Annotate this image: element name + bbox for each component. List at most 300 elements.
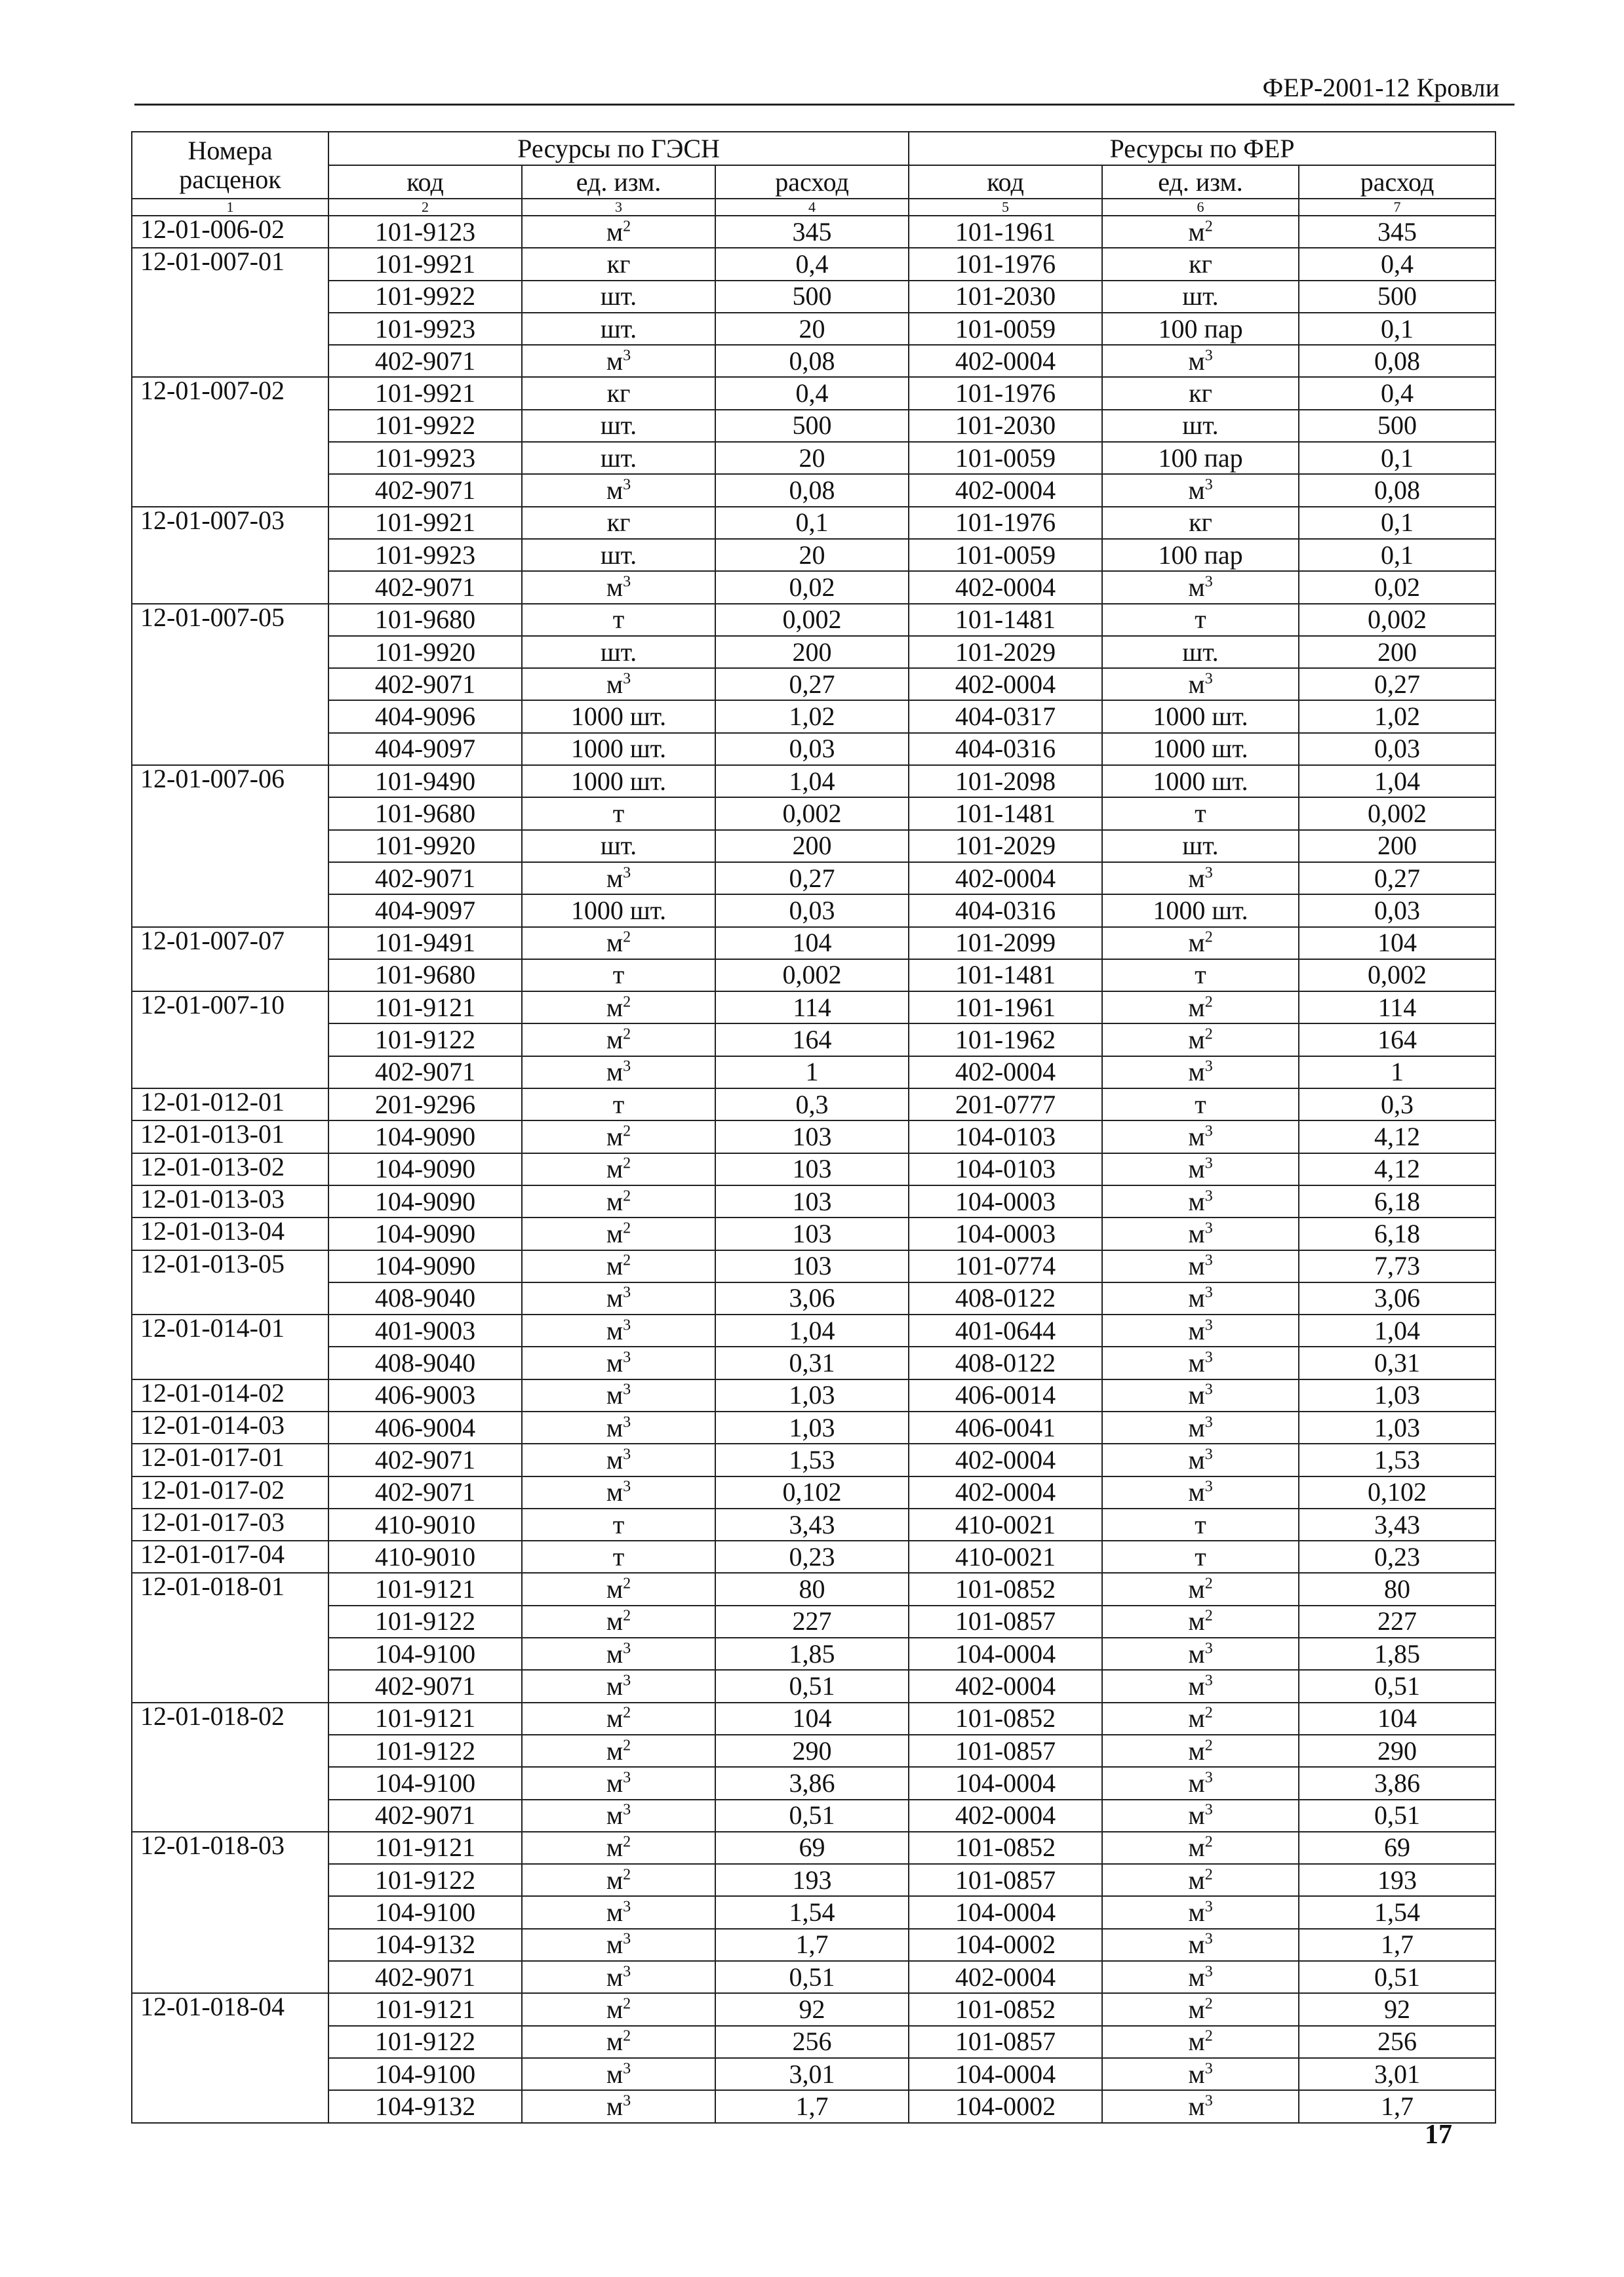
gesn-code-cell: 101-9122: [328, 1735, 522, 1767]
fer-code-cell: 201-0777: [909, 1088, 1102, 1120]
gesn-consumption-cell: 20: [715, 442, 909, 474]
gesn-unit-cell: $м^3$: [522, 1929, 715, 1961]
gesn-consumption-cell: 500: [715, 410, 909, 442]
table-row: [132, 1509, 1495, 1541]
column-number: 5: [909, 199, 1102, 216]
page-header-title: ФЕР-2001-12 Кровли: [1262, 73, 1499, 102]
fer-consumption-cell: 1,53: [1299, 1444, 1495, 1476]
fer-consumption-cell: 7,73: [1299, 1250, 1495, 1282]
fer-consumption-cell: 1: [1299, 1056, 1495, 1088]
rate-number-cell: 12-01-012-01: [132, 1088, 328, 1120]
fer-unit-cell: $м^2$: [1102, 216, 1299, 248]
fer-unit-cell: $м^3$: [1102, 1282, 1299, 1315]
fer-unit-cell: $м^2$: [1102, 1573, 1299, 1605]
gesn-consumption-cell: 0,102: [715, 1476, 909, 1509]
rate-number-cell: 12-01-017-04: [132, 1541, 328, 1573]
fer-consumption-cell: 0,4: [1299, 248, 1495, 280]
column-number: 1: [132, 199, 328, 216]
fer-code-cell: 404-0317: [909, 700, 1102, 732]
gesn-consumption-cell: 92: [715, 1993, 909, 2025]
rate-number-cell: 12-01-014-02: [132, 1379, 328, 1412]
fer-consumption-cell: 1,04: [1299, 1315, 1495, 1347]
gesn-code-cell: 101-9921: [328, 507, 522, 539]
table-row: [132, 1379, 1495, 1412]
fer-consumption-cell: 0,002: [1299, 797, 1495, 829]
fer-unit-cell: $м^3$: [1102, 1800, 1299, 1832]
gesn-unit-cell: $м^3$: [522, 1282, 715, 1315]
gesn-consumption-cell: 500: [715, 281, 909, 313]
gesn-code-cell: 408-9040: [328, 1282, 522, 1315]
gesn-code-cell: 404-9097: [328, 733, 522, 765]
gesn-consumption-cell: 1,7: [715, 2090, 909, 2122]
gesn-code-cell: 104-9132: [328, 2090, 522, 2122]
gesn-unit-cell: 1000 шт.: [522, 700, 715, 732]
gesn-unit-cell: кг: [522, 377, 715, 409]
fer-code-cell: 101-1961: [909, 991, 1102, 1023]
gesn-unit-cell: $м^3$: [522, 1444, 715, 1476]
gesn-unit-cell: $м^2$: [522, 1703, 715, 1735]
fer-consumption-cell: 200: [1299, 636, 1495, 668]
fer-unit-cell: т: [1102, 1541, 1299, 1573]
fer-unit-cell: 1000 шт.: [1102, 894, 1299, 926]
table-row: [132, 765, 1495, 797]
gesn-consumption-cell: 1: [715, 1056, 909, 1088]
fer-consumption-cell: 1,85: [1299, 1638, 1495, 1670]
fer-code-cell: 402-0004: [909, 571, 1102, 603]
gesn-unit-cell: $м^2$: [522, 1573, 715, 1605]
gesn-unit-cell: $м^2$: [522, 1120, 715, 1153]
gesn-consumption-cell: 1,02: [715, 700, 909, 732]
rate-number-cell: 12-01-014-01: [132, 1315, 328, 1379]
table-row: [132, 1185, 1495, 1218]
rate-number-cell: 12-01-018-03: [132, 1832, 328, 1993]
fer-consumption-cell: 0,1: [1299, 507, 1495, 539]
gesn-unit-cell: $м^2$: [522, 927, 715, 959]
gesn-consumption-cell: 0,27: [715, 862, 909, 894]
gesn-code-cell: 101-9923: [328, 442, 522, 474]
gesn-unit-cell: $м^2$: [522, 1735, 715, 1767]
table-row: [132, 345, 1495, 377]
fer-consumption-cell: 104: [1299, 1703, 1495, 1735]
fer-code-cell: 104-0004: [909, 1896, 1102, 1928]
rate-number-cell: 12-01-007-02: [132, 377, 328, 506]
gesn-code-cell: 104-9100: [328, 1767, 522, 1799]
gesn-code-cell: 401-9003: [328, 1315, 522, 1347]
table-row: [132, 1961, 1495, 1993]
table-row: [132, 507, 1495, 539]
fer-consumption-cell: 1,03: [1299, 1379, 1495, 1412]
table-row: [132, 927, 1495, 959]
gesn-unit-cell: т: [522, 1541, 715, 1573]
column-number: 3: [522, 199, 715, 216]
fer-code-cell: 101-0857: [909, 2026, 1102, 2058]
table-row: [132, 1250, 1495, 1282]
table-row: [132, 377, 1495, 409]
gesn-consumption-cell: 1,04: [715, 1315, 909, 1347]
gesn-unit-cell: $м^3$: [522, 1056, 715, 1088]
fer-consumption-cell: 256: [1299, 2026, 1495, 2058]
fer-unit-cell: $м^2$: [1102, 1832, 1299, 1864]
table-row: [132, 733, 1495, 765]
table-row: [132, 2058, 1495, 2090]
fer-consumption-cell: 0,3: [1299, 1088, 1495, 1120]
gesn-unit-cell: $м^3$: [522, 474, 715, 506]
fer-consumption-cell: 0,51: [1299, 1670, 1495, 1702]
gesn-unit-cell: $м^2$: [522, 1023, 715, 1056]
fer-consumption-cell: 0,1: [1299, 313, 1495, 345]
gesn-unit-cell: т: [522, 1088, 715, 1120]
fer-unit-cell: $м^3$: [1102, 1250, 1299, 1282]
gesn-consumption-cell: 290: [715, 1735, 909, 1767]
gesn-consumption-cell: 3,43: [715, 1509, 909, 1541]
fer-unit-cell: т: [1102, 1509, 1299, 1541]
gesn-unit-cell: $м^3$: [522, 1961, 715, 1993]
fer-unit-cell: кг: [1102, 507, 1299, 539]
fer-unit-cell: кг: [1102, 248, 1299, 280]
fer-consumption-cell: 0,1: [1299, 539, 1495, 571]
gesn-consumption-cell: 0,08: [715, 345, 909, 377]
fer-code-cell: 406-0014: [909, 1379, 1102, 1412]
gesn-consumption-cell: 103: [715, 1250, 909, 1282]
gesn-unit-cell: $м^3$: [522, 1767, 715, 1799]
gesn-unit-cell: $м^2$: [522, 1832, 715, 1864]
fer-unit-cell: 1000 шт.: [1102, 733, 1299, 765]
rate-number-cell: 12-01-017-02: [132, 1476, 328, 1509]
column-number: 6: [1102, 199, 1299, 216]
table-row: [132, 1896, 1495, 1928]
fer-unit-cell: $м^2$: [1102, 1993, 1299, 2025]
fer-unit-cell: т: [1102, 604, 1299, 636]
fer-code-header: код: [909, 165, 1102, 199]
gesn-code-cell: 101-9121: [328, 1703, 522, 1735]
gesn-unit-cell: т: [522, 1509, 715, 1541]
gesn-consumption-cell: 1,03: [715, 1412, 909, 1444]
gesn-consumption-cell: 3,01: [715, 2058, 909, 2090]
table-row: [132, 700, 1495, 732]
gesn-code-cell: 101-9921: [328, 248, 522, 280]
gesn-consumption-cell: 0,002: [715, 604, 909, 636]
gesn-code-cell: 406-9003: [328, 1379, 522, 1412]
gesn-consumption-cell: 103: [715, 1153, 909, 1185]
gesn-consumption-cell: 256: [715, 2026, 909, 2058]
gesn-consumption-cell: 103: [715, 1120, 909, 1153]
fer-unit-cell: $м^3$: [1102, 1056, 1299, 1088]
fer-consumption-cell: 164: [1299, 1023, 1495, 1056]
table-row: [132, 1864, 1495, 1896]
fer-code-cell: 402-0004: [909, 668, 1102, 700]
gesn-unit-cell: $м^3$: [522, 1896, 715, 1928]
fer-unit-cell: $м^3$: [1102, 1218, 1299, 1250]
gesn-consumption-cell: 104: [715, 927, 909, 959]
table-row: [132, 604, 1495, 636]
fer-consumption-cell: 3,06: [1299, 1282, 1495, 1315]
table-row: [132, 830, 1495, 862]
table-row: [132, 1347, 1495, 1379]
rate-number-cell: 12-01-017-03: [132, 1509, 328, 1541]
fer-consumption-cell: 290: [1299, 1735, 1495, 1767]
fer-unit-cell: $м^3$: [1102, 1896, 1299, 1928]
gesn-code-cell: 101-9122: [328, 2026, 522, 2058]
table-row: [132, 313, 1495, 345]
gesn-code-cell: 104-9090: [328, 1120, 522, 1153]
gesn-unit-cell: $м^3$: [522, 571, 715, 603]
fer-consumption-cell: 0,102: [1299, 1476, 1495, 1509]
gesn-code-cell: 402-9071: [328, 1800, 522, 1832]
fer-unit-cell: $м^2$: [1102, 1864, 1299, 1896]
gesn-code-cell: 402-9071: [328, 1056, 522, 1088]
gesn-code-cell: 101-9921: [328, 377, 522, 409]
gesn-code-cell: 104-9100: [328, 1896, 522, 1928]
gesn-code-cell: 101-9920: [328, 830, 522, 862]
fer-code-cell: 101-1976: [909, 248, 1102, 280]
table-row: [132, 1315, 1495, 1347]
fer-code-cell: 101-2030: [909, 281, 1102, 313]
gesn-code-cell: 104-9090: [328, 1218, 522, 1250]
fer-unit-cell: $м^3$: [1102, 1476, 1299, 1509]
gesn-unit-cell: $м^2$: [522, 1218, 715, 1250]
table-row: [132, 442, 1495, 474]
fer-unit-cell: $м^3$: [1102, 1638, 1299, 1670]
gesn-code-cell: 402-9071: [328, 1476, 522, 1509]
fer-code-cell: 101-1481: [909, 959, 1102, 991]
gesn-unit-cell: $м^3$: [522, 1670, 715, 1702]
fer-code-cell: 410-0021: [909, 1541, 1102, 1573]
fer-unit-cell: $м^3$: [1102, 862, 1299, 894]
gesn-consumption-cell: 345: [715, 216, 909, 248]
fer-code-cell: 104-0003: [909, 1185, 1102, 1218]
fer-code-cell: 101-0852: [909, 1573, 1102, 1605]
fer-unit-cell: $м^3$: [1102, 2058, 1299, 2090]
gesn-code-cell: 101-9490: [328, 765, 522, 797]
fer-code-cell: 402-0004: [909, 1961, 1102, 1993]
fer-consumption-cell: 6,18: [1299, 1218, 1495, 1250]
table-row: [132, 1638, 1495, 1670]
gesn-code-cell: 101-9122: [328, 1023, 522, 1056]
gesn-consumption-cell: 0,002: [715, 797, 909, 829]
column-number: 4: [715, 199, 909, 216]
table-row: [132, 2090, 1495, 2122]
gesn-consumption-cell: 80: [715, 1573, 909, 1605]
gesn-unit-cell: $м^2$: [522, 216, 715, 248]
gesn-code-cell: 104-9100: [328, 2058, 522, 2090]
table-row: [132, 1153, 1495, 1185]
gesn-code-cell: 101-9121: [328, 1993, 522, 2025]
gesn-consumption-cell: 3,86: [715, 1767, 909, 1799]
table-row: [132, 1120, 1495, 1153]
fer-unit-cell: $м^3$: [1102, 1185, 1299, 1218]
fer-unit-cell: $м^3$: [1102, 1120, 1299, 1153]
fer-unit-cell: $м^3$: [1102, 1347, 1299, 1379]
fer-unit-cell: $м^3$: [1102, 345, 1299, 377]
rate-number-header: Номера расценок: [132, 132, 328, 199]
gesn-consumption-cell: 0,51: [715, 1670, 909, 1702]
fer-unit-cell: шт.: [1102, 636, 1299, 668]
fer-consumption-cell: 345: [1299, 216, 1495, 248]
gesn-code-cell: 404-9097: [328, 894, 522, 926]
fer-consumption-cell: 104: [1299, 927, 1495, 959]
fer-consumption-cell: 4,12: [1299, 1120, 1495, 1153]
gesn-unit-cell: $м^2$: [522, 2026, 715, 2058]
gesn-consumption-cell: 20: [715, 313, 909, 345]
gesn-code-cell: 101-9121: [328, 1573, 522, 1605]
gesn-consumption-cell: 1,53: [715, 1444, 909, 1476]
fer-consumption-cell: 500: [1299, 281, 1495, 313]
gesn-unit-cell: шт.: [522, 442, 715, 474]
gesn-code-cell: 101-9680: [328, 797, 522, 829]
gesn-consumption-cell: 0,4: [715, 248, 909, 280]
gesn-code-cell: 201-9296: [328, 1088, 522, 1120]
fer-consumption-cell: 1,03: [1299, 1412, 1495, 1444]
rate-number-cell: 12-01-007-10: [132, 991, 328, 1088]
fer-consumption-cell: 1,7: [1299, 1929, 1495, 1961]
gesn-unit-cell: $м^2$: [522, 1864, 715, 1896]
gesn-unit-cell: $м^2$: [522, 1153, 715, 1185]
gesn-code-cell: 104-9090: [328, 1185, 522, 1218]
fer-code-cell: 402-0004: [909, 1800, 1102, 1832]
table-row: [132, 1476, 1495, 1509]
gesn-code-cell: 402-9071: [328, 1444, 522, 1476]
fer-unit-cell: $м^3$: [1102, 1929, 1299, 1961]
gesn-code-cell: 406-9004: [328, 1412, 522, 1444]
fer-unit-cell: $м^3$: [1102, 1315, 1299, 1347]
fer-unit-cell: шт.: [1102, 830, 1299, 862]
gesn-consumption-cell: 200: [715, 636, 909, 668]
fer-code-cell: 404-0316: [909, 894, 1102, 926]
fer-code-cell: 101-1481: [909, 797, 1102, 829]
fer-unit-cell: $м^2$: [1102, 2026, 1299, 2058]
fer-code-cell: 408-0122: [909, 1282, 1102, 1315]
gesn-consumption-cell: 0,51: [715, 1961, 909, 1993]
column-number: 7: [1299, 199, 1495, 216]
fer-consumption-cell: 0,51: [1299, 1961, 1495, 1993]
table-row: [132, 636, 1495, 668]
table-row: [132, 991, 1495, 1023]
fer-consumption-cell: 0,27: [1299, 862, 1495, 894]
gesn-code-cell: 101-9923: [328, 313, 522, 345]
fer-consumption-cell: 0,31: [1299, 1347, 1495, 1379]
gesn-consumption-cell: 164: [715, 1023, 909, 1056]
fer-code-cell: 408-0122: [909, 1347, 1102, 1379]
gesn-code-cell: 101-9680: [328, 604, 522, 636]
fer-consumption-cell: 4,12: [1299, 1153, 1495, 1185]
gesn-consumption-cell: 0,3: [715, 1088, 909, 1120]
gesn-code-cell: 101-9922: [328, 410, 522, 442]
gesn-code-cell: 408-9040: [328, 1347, 522, 1379]
fer-code-cell: 101-1961: [909, 216, 1102, 248]
gesn-code-cell: 101-9123: [328, 216, 522, 248]
table-row: [132, 248, 1495, 280]
gesn-unit-cell: $м^3$: [522, 1476, 715, 1509]
table-row: [132, 216, 1495, 248]
table-row: [132, 2026, 1495, 2058]
gesn-unit-cell: $м^2$: [522, 1606, 715, 1638]
fer-consumption-cell: 193: [1299, 1864, 1495, 1896]
gesn-unit-cell: $м^3$: [522, 345, 715, 377]
gesn-consumption-cell: 0,4: [715, 377, 909, 409]
gesn-consumption-cell: 0,31: [715, 1347, 909, 1379]
rate-number-cell: 12-01-013-03: [132, 1185, 328, 1218]
fer-consumption-cell: 200: [1299, 830, 1495, 862]
gesn-consumption-cell: 193: [715, 1864, 909, 1896]
gesn-code-cell: 402-9071: [328, 862, 522, 894]
rate-number-cell: 12-01-006-02: [132, 216, 328, 248]
gesn-consumption-cell: 0,51: [715, 1800, 909, 1832]
table-row: [132, 668, 1495, 700]
gesn-consumption-cell: 0,03: [715, 894, 909, 926]
table-row: [132, 1832, 1495, 1864]
gesn-unit-cell: шт.: [522, 410, 715, 442]
gesn-code-cell: 101-9121: [328, 1832, 522, 1864]
fer-code-cell: 104-0103: [909, 1153, 1102, 1185]
fer-code-cell: 101-1976: [909, 377, 1102, 409]
fer-code-cell: 101-1976: [909, 507, 1102, 539]
fer-code-cell: 402-0004: [909, 1444, 1102, 1476]
fer-code-cell: 104-0002: [909, 2090, 1102, 2122]
table-row: [132, 1282, 1495, 1315]
fer-unit-cell: т: [1102, 959, 1299, 991]
gesn-unit-header: ед. изм.: [522, 165, 715, 199]
table-row: [132, 474, 1495, 506]
fer-code-cell: 104-0003: [909, 1218, 1102, 1250]
fer-code-cell: 101-2098: [909, 765, 1102, 797]
fer-consumption-cell: 0,51: [1299, 1800, 1495, 1832]
fer-consumption-cell: 3,01: [1299, 2058, 1495, 2090]
fer-consumption-header: расход: [1299, 165, 1495, 199]
gesn-code-header: код: [328, 165, 522, 199]
gesn-consumption-cell: 103: [715, 1218, 909, 1250]
table-row: [132, 1573, 1495, 1605]
fer-consumption-cell: 1,54: [1299, 1896, 1495, 1928]
fer-consumption-cell: 0,02: [1299, 571, 1495, 603]
gesn-unit-cell: 1000 шт.: [522, 765, 715, 797]
fer-consumption-cell: 500: [1299, 410, 1495, 442]
fer-consumption-cell: 0,03: [1299, 733, 1495, 765]
fer-consumption-cell: 114: [1299, 991, 1495, 1023]
fer-code-cell: 402-0004: [909, 345, 1102, 377]
fer-unit-cell: $м^3$: [1102, 1670, 1299, 1702]
gesn-unit-cell: $м^2$: [522, 1185, 715, 1218]
fer-consumption-cell: 0,03: [1299, 894, 1495, 926]
table-row: [132, 862, 1495, 894]
gesn-code-cell: 101-9122: [328, 1606, 522, 1638]
fer-unit-cell: кг: [1102, 377, 1299, 409]
gesn-code-cell: 101-9122: [328, 1864, 522, 1896]
fer-code-cell: 101-0059: [909, 313, 1102, 345]
fer-unit-cell: $м^3$: [1102, 571, 1299, 603]
table-row: [132, 1800, 1495, 1832]
fer-unit-cell: $м^3$: [1102, 668, 1299, 700]
fer-unit-cell: т: [1102, 1088, 1299, 1120]
gesn-code-cell: 101-9922: [328, 281, 522, 313]
gesn-consumption-cell: 69: [715, 1832, 909, 1864]
fer-consumption-cell: 1,7: [1299, 2090, 1495, 2122]
gesn-consumption-cell: 103: [715, 1185, 909, 1218]
gesn-code-cell: 104-9090: [328, 1250, 522, 1282]
fer-unit-cell: $м^3$: [1102, 1153, 1299, 1185]
gesn-unit-cell: $м^3$: [522, 1800, 715, 1832]
fer-unit-cell: $м^2$: [1102, 927, 1299, 959]
gesn-consumption-cell: 0,002: [715, 959, 909, 991]
gesn-unit-cell: $м^2$: [522, 1250, 715, 1282]
fer-code-cell: 101-0852: [909, 1832, 1102, 1864]
fer-consumption-cell: 1,04: [1299, 765, 1495, 797]
resources-table: [131, 131, 1496, 2124]
fer-unit-cell: $м^3$: [1102, 2090, 1299, 2122]
table-row: [132, 1767, 1495, 1799]
gesn-code-cell: 104-9090: [328, 1153, 522, 1185]
rate-number-cell: 12-01-013-05: [132, 1250, 328, 1315]
table-row: [132, 571, 1495, 603]
